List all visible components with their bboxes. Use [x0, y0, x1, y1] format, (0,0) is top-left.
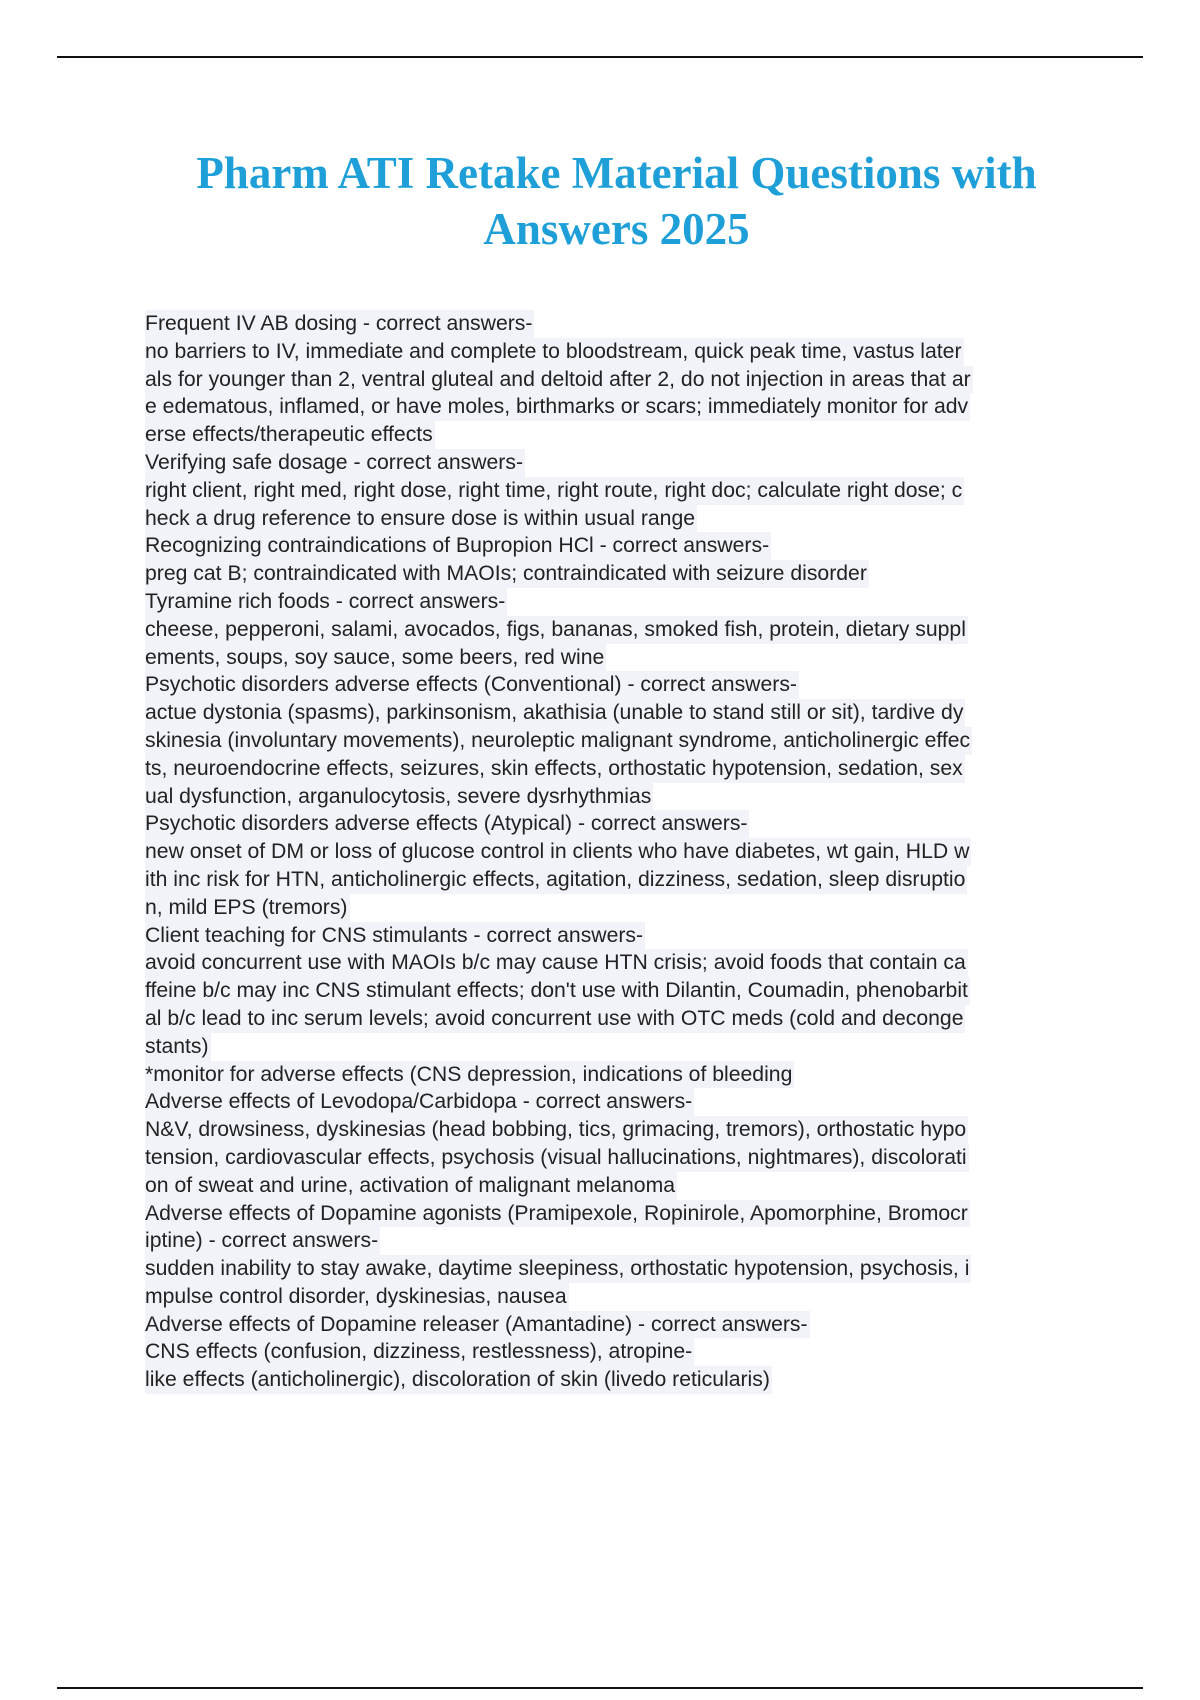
body-text-line: ual dysfunction, arganulocytosis, severe dysrhythmias	[145, 783, 653, 811]
body-text-line: preg cat B; contraindicated with MAOIs; contraindicated with seizure disorder	[145, 560, 869, 588]
body-text-line: CNS effects (confusion, dizziness, restlessness), atropine-	[145, 1338, 694, 1366]
body-text-line: ements, soups, soy sauce, some beers, red wine	[145, 644, 606, 672]
title-line: Pharm ATI Retake Material Questions with	[196, 148, 1037, 198]
document-title	[100, 145, 1133, 257]
body-text-line: n, mild EPS (tremors)	[145, 894, 350, 922]
body-text-line: mpulse control disorder, dyskinesias, nausea	[145, 1283, 569, 1311]
body-text-line: Psychotic disorders adverse effects (Conventional) - correct answers-	[145, 671, 799, 699]
body-text-line: Adverse effects of Dopamine agonists (Pramipexole, Ropinirole, Apomorphine, Bromocr	[145, 1200, 970, 1228]
body-text-line: Psychotic disorders adverse effects (Atypical) - correct answers-	[145, 810, 749, 838]
body-text-line: ffeine b/c may inc CNS stimulant effects; don't use with Dilantin, Coumadin, phenobarbit	[145, 977, 970, 1005]
body-text-line: right client, right med, right dose, right time, right route, right doc; calculate right dose; c	[145, 477, 964, 505]
body-text-line: ts, neuroendocrine effects, seizures, skin effects, orthostatic hypotension, sedation, sex	[145, 755, 965, 783]
body-text-line: Frequent IV AB dosing - correct answers-	[145, 310, 534, 338]
body-text-line: e edematous, inflamed, or have moles, birthmarks or scars; immediately monitor for adv	[145, 393, 970, 421]
body-text-line: Client teaching for CNS stimulants - correct answers-	[145, 922, 645, 950]
body-text-line: sudden inability to stay awake, daytime sleepiness, orthostatic hypotension, psychosis, i	[145, 1255, 971, 1283]
body-text-line: Verifying safe dosage - correct answers-	[145, 449, 525, 477]
body-text-line: no barriers to IV, immediate and complete to bloodstream, quick peak time, vastus later	[145, 338, 964, 366]
body-text-line: ith inc risk for HTN, anticholinergic effects, agitation, dizziness, sedation, sleep disruptio	[145, 866, 967, 894]
body-text-line: erse effects/therapeutic effects	[145, 421, 435, 449]
body-text-line: heck a drug reference to ensure dose is within usual range	[145, 505, 697, 533]
body-text-line: N&V, drowsiness, dyskinesias (head bobbing, tics, grimacing, tremors), orthostatic hypo	[145, 1116, 968, 1144]
body-text-line: tension, cardiovascular effects, psychosis (visual hallucinations, nightmares), discolorati	[145, 1144, 969, 1172]
body-text-line: cheese, pepperoni, salami, avocados, figs, bananas, smoked fish, protein, dietary suppl	[145, 616, 968, 644]
header-rule	[57, 56, 1143, 58]
body-text-line: iptine) - correct answers-	[145, 1227, 380, 1255]
body-text-line: stants)	[145, 1033, 211, 1061]
body-text-line: like effects (anticholinergic), discoloration of skin (livedo reticularis)	[145, 1366, 772, 1394]
document-body	[145, 310, 1095, 1394]
body-text-line: skinesia (involuntary movements), neuroleptic malignant syndrome, anticholinergic effec	[145, 727, 972, 755]
body-text-line: new onset of DM or loss of glucose control in clients who have diabetes, wt gain, HLD w	[145, 838, 971, 866]
body-text-line: als for younger than 2, ventral gluteal and deltoid after 2, do not injection in areas that ar	[145, 366, 973, 394]
body-text-line: actue dystonia (spasms), parkinsonism, akathisia (unable to stand still or sit), tardive dy	[145, 699, 965, 727]
title-line: Answers 2025	[483, 204, 750, 254]
footer-rule	[57, 1687, 1143, 1689]
body-text-line: Adverse effects of Levodopa/Carbidopa - correct answers-	[145, 1088, 694, 1116]
body-text-line: Tyramine rich foods - correct answers-	[145, 588, 507, 616]
body-text-line: Adverse effects of Dopamine releaser (Amantadine) - correct answers-	[145, 1311, 810, 1339]
body-text-line: on of sweat and urine, activation of malignant melanoma	[145, 1172, 677, 1200]
body-text-line: *monitor for adverse effects (CNS depression, indications of bleeding	[145, 1061, 794, 1089]
body-text-line: al b/c lead to inc serum levels; avoid concurrent use with OTC meds (cold and deconge	[145, 1005, 965, 1033]
body-text-line: avoid concurrent use with MAOIs b/c may cause HTN crisis; avoid foods that contain ca	[145, 949, 968, 977]
body-text-line: Recognizing contraindications of Bupropion HCl - correct answers-	[145, 532, 771, 560]
